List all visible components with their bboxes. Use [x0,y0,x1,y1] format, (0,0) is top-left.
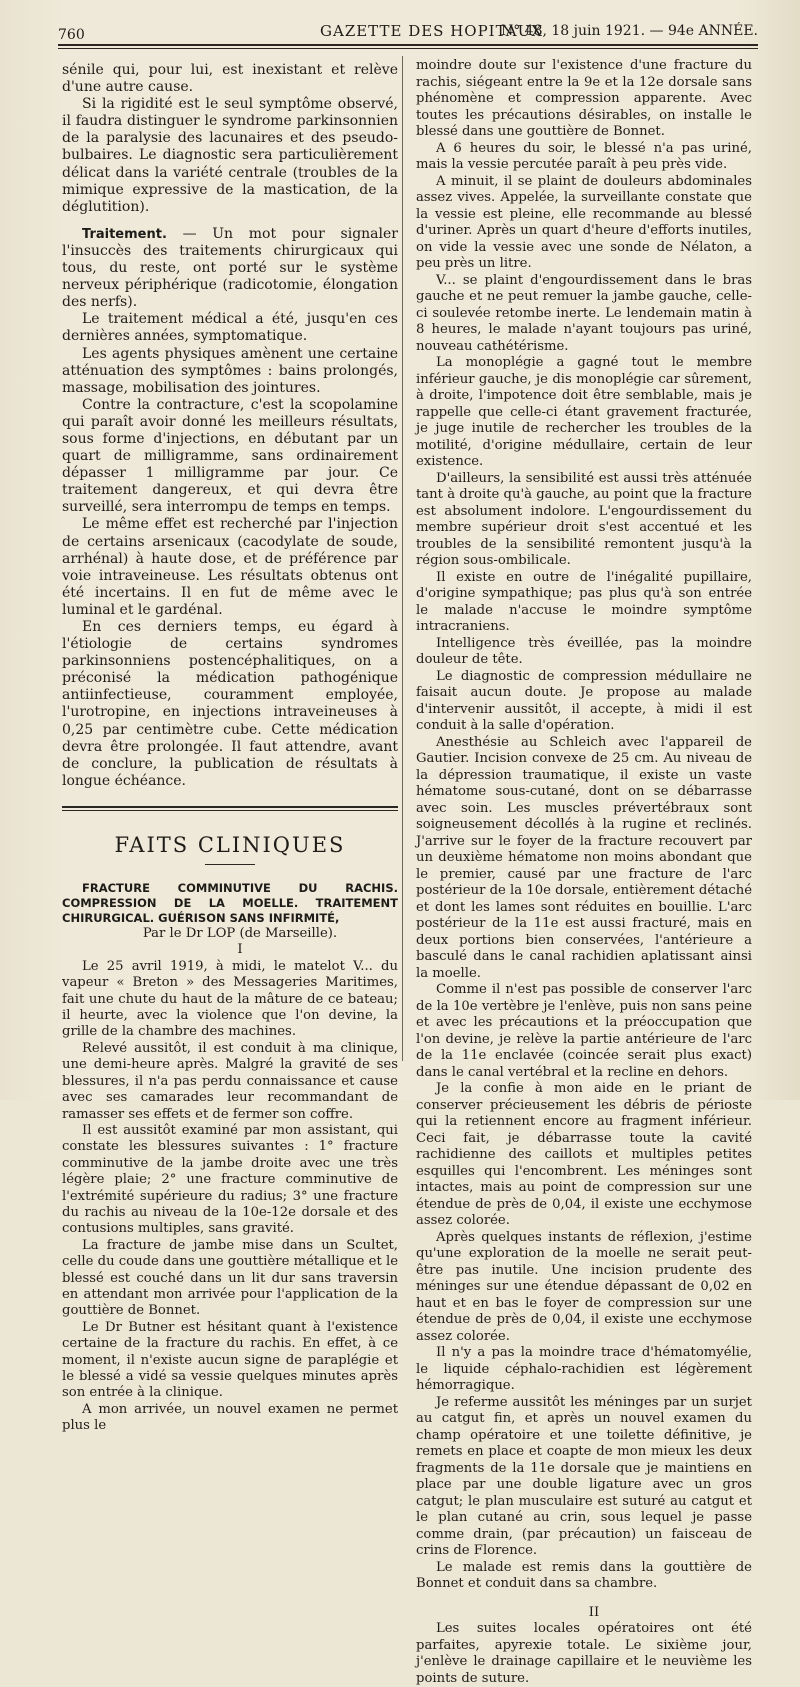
page-number: 760 [58,27,85,43]
case-report [62,881,398,1435]
paragraph: Relevé aussitôt, il est conduit à ma clinique, une demi-heure après. Malgré la gravité de ses blessures, il n'a pas perdu connaissance et cause avec ses camarades leur recommandant de ramasser ses effets et de fermer son coffre. [62,1040,398,1122]
part-number: II [588,1604,600,1620]
paragraph: Je la confie à mon aide en le priant de conserver précieusement les débris de périoste qui la retiennent encore au fragment inférieur. Ceci fait, je débarrasse toute la cavité rachidienne des caillots et multiples petites esquilles qui l'encombrent. Les méninges sont intactes, mais au point de compression sur une étendue de près de 0,04, il existe une ecchymose assez colorée. [416,1081,752,1228]
paragraph: Le même effet est recherché par l'injection de certains arsenicaux (cacodylate de soude, arrhénal) à haute dose, et de préférence par voie intraveineuse. Les résultats obtenus ont été incertains. Il en fut de même avec le luminal et le gardénal. [62,516,398,618]
paragraph: Contre la contracture, c'est la scopolamine qui paraît avoir donné les meilleurs résultats, sous forme d'injections, en débutant par un quart de milligramme, sans ordinairement dépasser 1 milligramme par jour. Ce traitement dangereux, et qui devra être surveillé, sera interrompu de temps en temps. [62,396,398,516]
paragraph: A minuit, il se plaint de douleurs abdominales assez vives. Appelée, la surveillante constate que la vessie est pleine, elle recommande au blessé d'uriner. Après un quart d'heure d'efforts inutiles, on vide la vessie avec une sonde de Nélaton, a peu près un litre. [416,173,752,271]
paragraph: sénile qui, pour lui, est inexistant et relève d'une autre cause. [62,62,398,96]
paragraph: Le malade est remis dans la gouttière de Bonnet et conduit dans sa chambre. [416,1559,752,1591]
paragraph: D'ailleurs, la sensibilité est aussi très atténuée tant à droite qu'à gauche, au point que la fracture est absolument indolore. L'engourdissement du membre supérieur droit s'est accentué et les troubles de la sensibilité remontent jusqu'à la région sous-ombilicale. [416,470,752,568]
traitement-heading: Traitement. [82,226,167,242]
paragraph: Il n'y a pas la moindre trace d'hématomyélie, le liquide céphalo-rachidien est légèrement hémorragique. [416,1345,752,1393]
paragraph: Le 25 avril 1919, à midi, le matelot V... du vapeur « Breton » des Messageries Maritimes, fait une chute du haut de la mâture de ce bateau; il heurte, avec la violence que l'on devine, la grille de la chambre des machines. [62,958,398,1040]
paragraph: En ces derniers temps, eu égard à l'étiologie de certains syndromes parkinsonniens postencéphalitiques, on a préconisé la médication pathogénique antiinfectieuse, couramment employée, l'urotropine, en injections intraveineuses à 0,25 par centimètre cube. Cette médication devra être prolongée. Il faut attendre, avant de conclure, la publication de résultats à longue échéance. [62,619,398,789]
journal-title: GAZETTE DES HOPITAUX [320,22,543,40]
paragraph: La monoplégie a gagné tout le membre inférieur gauche, je dis monoplégie car sûrement, à droite, l'impotence doit être semblable, mais je rappelle que celle-ci étant gravement fracturée, je juge inutile de rechercher les troubles de la motilité, d'origine médullaire, certain de leur existence. [416,355,752,469]
paragraph: Il existe en outre de l'inégalité pupillaire, d'origine sympathique; pas plus qu'à son entrée le malade n'accuse le moindre symptôme intracraniens. [416,569,752,634]
section-rule-thin [62,810,398,811]
paragraph: A mon arrivée, un nouvel examen ne permet plus le [62,1401,398,1434]
paragraph: Il est aussitôt examiné par mon assistant, qui constate les blessures suivantes : 1° fracture comminutive de la jambe droite avec une très légère plaie; 2° une fracture comminutive de l'extrémité supérieure du radius; 3° une fracture du rachis au niveau de la 10e-12e dorsale et des contusions multiples, sans gravité. [62,1122,398,1237]
paragraph: Les suites locales opératoires ont été parfaites, apyrexie totale. Le sixième jour, j'enlève le drainage capillaire et le neuvième les points de suture. [416,1621,752,1686]
paragraph: Les agents physiques amènent une certaine atténuation des symptômes : bains prolongés, massage, mobilisation des jointures. [62,345,398,396]
left-column [62,62,398,1435]
paragraph: moindre doute sur l'existence d'une fracture du rachis, siégeant entre la 9e et la 12e dorsale sans phénomène et compression apparente. Avec toutes les précautions désirables, on installe le blessé dans une gouttière de Bonnet. [416,58,752,139]
paragraph: Le Dr Butner est hésitant quant à l'existence certaine de la fracture du rachis. En effet, à ce moment, il n'existe aucun signe de paraplégie et le blessé a vidé sa vessie quelques minutes après son entrée à la clinique. [62,1319,398,1401]
byline: Par le Dr LOP (de Marseille). [142,926,338,942]
case-title: FRACTURE COMMINUTIVE DU RACHIS. COMPRESSION DE LA MOELLE. TRAITEMENT CHIRURGICAL. GUÉRISON SANS INFIRMITÉ, [62,881,398,926]
section-rule [62,806,398,808]
paragraph: Si la rigidité est le seul symptôme observé, il faudra distinguer le syndrome parkinsonnien de la paralysie des lacunaires et des pseudo-bulbaires. Le diagnostic sera particulièrement délicat dans la variété centrale (troubles de la mimique expressive de la mastication, de la déglutition). [62,96,398,215]
paragraph: Le diagnostic de compression médullaire ne faisait aucun doute. Je propose au malade d'intervenir aussitôt, il accepte, à midi il est conduit à la salle d'opération. [416,668,752,733]
part-number: I [237,942,243,958]
right-column [416,58,752,1687]
page-header [58,20,758,42]
title-dash [205,864,255,865]
column-divider [402,56,403,1061]
header-rule-thin [58,48,758,49]
traitement-paragraph [62,226,398,311]
paragraph: Comme il n'est pas possible de conserver l'arc de la 10e vertèbre je l'enlève, puis non sans peine et avec les précautions et la préoccupation que l'on devine, je relève la partie antérieure de l'arc de la 11e enclavée (coincée serait plus exact) dans le canal vertébral et la recline en dehors. [416,982,752,1080]
paragraph: A 6 heures du soir, le blessé n'a pas uriné, mais la vessie percutée paraît à peu près vide. [416,140,752,172]
section-title: FAITS CLINIQUES [114,832,346,857]
paragraph: Intelligence très éveillée, pas la moindre douleur de tête. [416,635,752,667]
paragraph: La fracture de jambe mise dans un Scultet, celle du coude dans une gouttière métallique et le blessé est couché dans un lit dur sans traversin en attendant mon arrivée pour l'application de la gouttière de Bonnet. [62,1237,398,1319]
paragraph: V... se plaint d'engourdissement dans le bras gauche et ne peut remuer la jambe gauche, celle-ci soulevée retombe inerte. Le lendemain matin à 8 heures, le malade n'ayant toujours pas uriné, nouveau cathétérisme. [416,272,752,354]
issue-info: N° 48, 18 juin 1921. — 94e ANNÉE. [500,23,758,39]
traitement-text: — Un mot pour signaler l'insuccès des traitements chirurgicaux qui tous, du reste, ont porté sur le système nerveux périphérique (radicotomie, élongation des nerfs). [62,225,398,311]
paragraph: Le traitement médical a été, jusqu'en ces dernières années, symptomatique. [62,311,398,345]
paragraph: Après quelques instants de réflexion, j'estime qu'une exploration de la moelle ne serait peut-être pas inutile. Une incision prudente des méninges sur une étendue dépassant de 0,02 en haut et en bas le foyer de compression sur une étendue de près de 0,04, il existe une ecchymose assez colorée. [416,1229,752,1344]
header-rule [58,44,758,46]
paragraph: Anesthésie au Schleich avec l'appareil de Gautier. Incision convexe de 25 cm. Au niveau de la dépression traumatique, il existe un vaste hématome sous-cutané, dont on se débarrasse avec soin. Les muscles prévertébraux sont soigneusement décollés à la rugine et reclinés. J'arrive sur le foyer de la fracture recouvert par un deuxième hématome non moins abondant que le premier, causé par une fracture de l'arc postérieur de la 10e dorsale, entièrement détaché et dont les lames sont réduites en bouillie. L'arc postérieur de la 11e est aussi fracturé, mais en deux portions bien conservées, l'antérieure a basculé dans le canal rachidien aplatissant ainsi la moelle. [416,734,752,981]
paragraph: Je referme aussitôt les méninges par un surjet au catgut fin, et après un nouvel examen du champ opératoire et une toilette définitive, je remets en place et coapte de mon mieux les deux fragments de la 11e dorsale que je maintiens en place par une double ligature avec un gros catgut; le plan musculaire est suturé au catgut et le plan cutané au crin, sous lequel je passe comme drain, (par précaution) un faisceau de crins de Florence. [416,1394,752,1558]
